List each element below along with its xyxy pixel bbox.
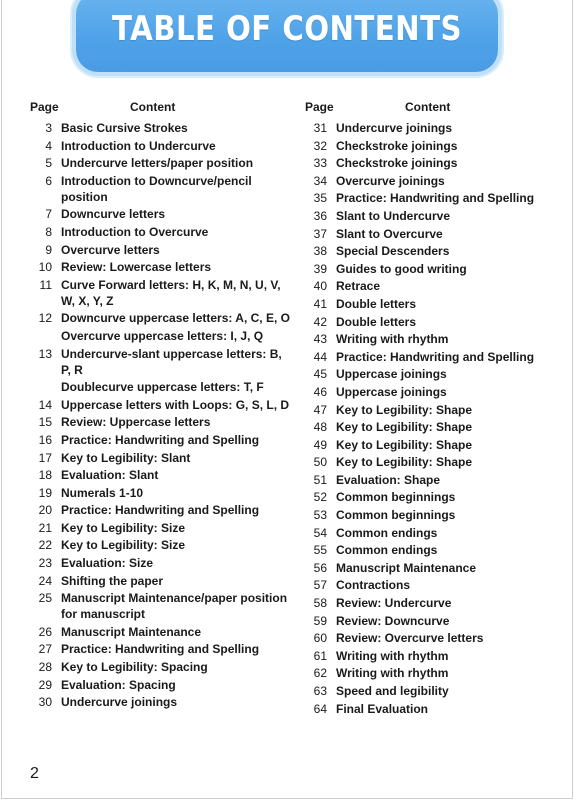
entry-page-number: 21 <box>38 520 52 535</box>
entry-title: Numerals 1-10 <box>61 485 144 500</box>
entry-title: Downcurve letters <box>61 207 166 222</box>
entry-page-number: 41 <box>313 296 327 311</box>
entry-page-number: 33 <box>313 156 327 171</box>
entry-title: Slant to Undercurve <box>336 208 451 223</box>
entry-page-number: 44 <box>313 349 327 364</box>
entry-page-number: 55 <box>313 543 327 558</box>
toc-entry <box>30 467 292 483</box>
toc-entry <box>305 472 567 488</box>
toc-entry <box>305 190 567 206</box>
entry-title: Practice: Handwriting and Spelling <box>336 191 535 206</box>
toc-entry <box>305 402 567 418</box>
toc-entry <box>30 485 292 501</box>
entry-page-number: 29 <box>38 677 52 692</box>
toc-entry <box>305 314 567 330</box>
toc-entry <box>305 366 567 382</box>
entry-page-number: 26 <box>38 624 52 639</box>
toc-entry <box>305 384 567 400</box>
entry-page-number: 54 <box>313 525 327 540</box>
toc-entry <box>305 489 567 505</box>
entry-title: Manuscript Maintenance <box>61 624 202 639</box>
toc-entry <box>30 206 292 222</box>
entry-title: Special Descenders <box>336 244 450 259</box>
entry-title: Key to Legibility: Slant <box>61 450 191 465</box>
entry-title: Key to Legibility: Shape <box>336 420 473 435</box>
toc-entry <box>305 630 567 646</box>
entry-page-number: 60 <box>313 631 327 646</box>
entry-page-number: 17 <box>38 450 52 465</box>
entry-page-number: 64 <box>313 701 327 716</box>
entry-page-number: 24 <box>38 573 52 588</box>
toc-entry <box>30 520 292 536</box>
entry-title: Introduction to Undercurve <box>61 138 216 153</box>
entry-title: Undercurve joinings <box>61 695 178 710</box>
entry-title: Key to Legibility: Size <box>61 538 186 553</box>
toc-entry <box>30 537 292 553</box>
entry-page-number: 40 <box>313 279 327 294</box>
column-header <box>305 98 567 116</box>
entry-page-number: 12 <box>38 311 52 326</box>
entry-page-number: 63 <box>313 684 327 698</box>
toc-column-right <box>305 98 567 718</box>
toc-entry <box>305 243 567 259</box>
page-title: TABLE OF CONTENTS <box>112 9 462 49</box>
toc-entry <box>305 560 567 576</box>
entry-title: Introduction to Downcurve/pencil position <box>61 173 252 204</box>
entry-title: Downcurve uppercase letters: A, C, E, O <box>61 311 290 326</box>
entry-page-number: 9 <box>45 242 52 257</box>
entry-page-number: 61 <box>313 648 327 663</box>
toc-entry <box>305 155 567 171</box>
content-header: Content <box>130 100 176 114</box>
entry-title: Uppercase letters with Loops: G, S, L, D <box>61 397 290 412</box>
entry-page-number: 8 <box>45 224 52 239</box>
entry-page-number: 5 <box>45 156 52 171</box>
toc-entry <box>30 694 292 710</box>
entry-title: Guides to good writing <box>336 261 467 276</box>
toc-entry <box>305 595 567 611</box>
toc-entry <box>30 242 292 258</box>
toc-entry <box>30 659 292 675</box>
entry-title: Practice: Handwriting and Spelling <box>61 642 260 657</box>
entry-title: Manuscript Maintenance <box>336 560 477 575</box>
toc-entry <box>305 208 567 224</box>
entry-title: Key to Legibility: Spacing <box>61 660 208 675</box>
toc-entry <box>305 349 567 365</box>
entry-page-number: 4 <box>45 138 52 153</box>
page-number: 2 <box>30 765 39 782</box>
entry-title: Key to Legibility: Size <box>61 520 186 535</box>
entry-title: Double letters <box>336 314 417 329</box>
entry-title: Writing with rhythm <box>336 648 449 663</box>
entry-title: Common endings <box>336 525 438 540</box>
entry-title: Basic Cursive Strokes <box>61 121 188 135</box>
entry-page-number: 62 <box>313 666 327 681</box>
entry-title: Shifting the paper <box>61 573 163 588</box>
entry-page-number: 7 <box>45 207 52 222</box>
entry-page-number: 22 <box>38 538 52 553</box>
entry-page-number: 30 <box>38 695 52 710</box>
entry-title: Curve Forward letters: H, K, M, N, U, V, W, X, Y, Z <box>61 277 281 308</box>
content-header: Content <box>405 100 451 114</box>
toc-entry <box>305 577 567 593</box>
entry-page-number: 46 <box>313 384 327 399</box>
entry-page-number: 45 <box>313 367 327 382</box>
toc-entry <box>305 454 567 470</box>
entry-page-number: 31 <box>313 121 327 135</box>
toc-entry <box>30 277 292 309</box>
toc-entry <box>305 173 567 189</box>
toc-entry <box>305 525 567 541</box>
toc-entry <box>30 224 292 240</box>
entry-page-number: 51 <box>313 472 327 487</box>
toc-list-left <box>30 120 292 710</box>
toc-entry <box>30 138 292 154</box>
toc-entry <box>305 507 567 523</box>
entry-title: Uppercase joinings <box>336 367 447 382</box>
toc-entry <box>30 155 292 171</box>
entry-page-number: 18 <box>38 468 52 483</box>
toc-entry <box>30 641 292 657</box>
entry-page-number: 3 <box>45 121 52 135</box>
entry-title: Practice: Handwriting and Spelling <box>61 503 260 518</box>
toc-entry <box>30 379 292 395</box>
toc-entry <box>30 259 292 275</box>
toc-entry <box>30 624 292 640</box>
toc-entry <box>30 120 292 136</box>
entry-title: Manuscript Maintenance/paper position for manuscript <box>61 591 288 622</box>
entry-title: Review: Uppercase letters <box>61 415 211 430</box>
toc-entry <box>30 573 292 589</box>
entry-title: Checkstroke joinings <box>336 156 458 171</box>
entry-page-number: 59 <box>313 613 327 628</box>
entry-title: Evaluation: Size <box>61 556 154 571</box>
entry-title: Overcurve uppercase letters: I, J, Q <box>61 328 264 343</box>
entry-page-number: 11 <box>39 277 52 292</box>
toc-entry <box>30 328 292 344</box>
entry-title: Speed and legibility <box>336 684 449 698</box>
entry-page-number: 58 <box>313 596 327 611</box>
page-header: Page <box>305 100 334 114</box>
page-header: Page <box>30 100 59 114</box>
entry-page-number: 56 <box>313 560 327 575</box>
toc-entry <box>305 701 567 717</box>
entry-title: Review: Lowercase letters <box>61 260 212 275</box>
entry-page-number: 35 <box>313 191 327 206</box>
toc-entry <box>305 542 567 558</box>
toc-entry <box>305 331 567 347</box>
entry-page-number: 32 <box>313 138 327 153</box>
entry-title: Key to Legibility: Shape <box>336 402 473 417</box>
entry-page-number: 23 <box>38 556 52 571</box>
toc-list-right <box>305 120 567 717</box>
entry-page-number: 20 <box>38 503 52 518</box>
entry-title: Final Evaluation <box>336 701 429 716</box>
toc-entry <box>30 502 292 518</box>
entry-title: Undercurve joinings <box>336 121 453 135</box>
toc-entry <box>30 397 292 413</box>
entry-title: Contractions <box>336 578 411 593</box>
entry-title: Common beginnings <box>336 490 456 505</box>
entry-page-number: 34 <box>313 173 327 188</box>
entry-title: Review: Overcurve letters <box>336 631 484 646</box>
entry-page-number: 47 <box>313 402 327 417</box>
entry-title: Common endings <box>336 543 438 558</box>
toc-entry <box>305 120 567 136</box>
toc-entry <box>305 278 567 294</box>
toc-entry <box>305 613 567 629</box>
toc-entry <box>30 450 292 466</box>
toc-entry <box>30 346 292 378</box>
entry-page-number: 39 <box>313 261 327 276</box>
entry-title: Undercurve letters/paper position <box>61 156 254 171</box>
entry-title: Checkstroke joinings <box>336 138 458 153</box>
entry-title: Writing with rhythm <box>336 666 449 681</box>
entry-title: Writing with rhythm <box>336 332 449 347</box>
title-banner <box>76 0 498 72</box>
toc-entry <box>305 138 567 154</box>
entry-title: Common beginnings <box>336 508 456 523</box>
entry-page-number: 27 <box>38 642 52 657</box>
entry-title: Introduction to Overcurve <box>61 224 209 239</box>
entry-title: Doublecurve uppercase letters: T, F <box>61 380 264 395</box>
entry-title: Undercurve-slant uppercase letters: B, P, R <box>61 346 282 377</box>
entry-page-number: 36 <box>313 208 327 223</box>
entry-title: Evaluation: Spacing <box>61 677 176 692</box>
entry-page-number: 37 <box>313 226 327 241</box>
entry-page-number: 52 <box>313 490 327 505</box>
toc-column-left <box>30 98 292 712</box>
entry-page-number: 19 <box>38 485 52 500</box>
toc-entry <box>305 437 567 453</box>
entry-title: Overcurve letters <box>61 242 160 257</box>
entry-page-number: 42 <box>313 314 327 329</box>
entry-title: Evaluation: Slant <box>61 468 159 483</box>
entry-title: Key to Legibility: Shape <box>336 455 473 470</box>
toc-entry <box>305 296 567 312</box>
entry-title: Retrace <box>336 279 381 294</box>
toc-entry <box>30 590 292 622</box>
entry-page-number: 43 <box>313 332 327 347</box>
entry-title: Practice: Handwriting and Spelling <box>336 349 535 364</box>
entry-page-number: 48 <box>313 420 327 435</box>
toc-entry <box>305 419 567 435</box>
entry-page-number: 16 <box>38 432 52 447</box>
toc-entry <box>305 665 567 681</box>
entry-page-number: 57 <box>313 578 327 593</box>
entry-page-number: 50 <box>313 455 327 470</box>
entry-page-number: 13 <box>38 346 52 361</box>
entry-title: Overcurve joinings <box>336 173 445 188</box>
toc-entry <box>30 677 292 693</box>
entry-page-number: 53 <box>313 508 327 523</box>
entry-title: Double letters <box>336 296 417 311</box>
toc-entry <box>305 648 567 664</box>
toc-entry <box>305 683 567 699</box>
toc-entry <box>305 226 567 242</box>
toc-entry <box>305 261 567 277</box>
toc-entry <box>30 310 292 326</box>
entry-title: Uppercase joinings <box>336 384 447 399</box>
entry-page-number: 6 <box>45 173 52 188</box>
entry-page-number: 49 <box>313 437 327 452</box>
entry-title: Slant to Overcurve <box>336 226 443 241</box>
toc-entry <box>30 173 292 205</box>
entry-page-number: 25 <box>38 591 52 606</box>
column-header <box>30 98 292 116</box>
entry-page-number: 28 <box>38 660 52 675</box>
toc-entry <box>30 414 292 430</box>
toc-entry <box>30 432 292 448</box>
toc-entry <box>30 555 292 571</box>
entry-title: Evaluation: Shape <box>336 472 441 487</box>
entry-title: Review: Downcurve <box>336 613 450 628</box>
entry-page-number: 10 <box>38 260 52 275</box>
entry-title: Key to Legibility: Shape <box>336 437 473 452</box>
entry-page-number: 15 <box>38 415 52 430</box>
entry-title: Review: Undercurve <box>336 596 452 611</box>
entry-page-number: 14 <box>38 397 52 412</box>
entry-page-number: 38 <box>313 244 327 259</box>
entry-title: Practice: Handwriting and Spelling <box>61 432 260 447</box>
